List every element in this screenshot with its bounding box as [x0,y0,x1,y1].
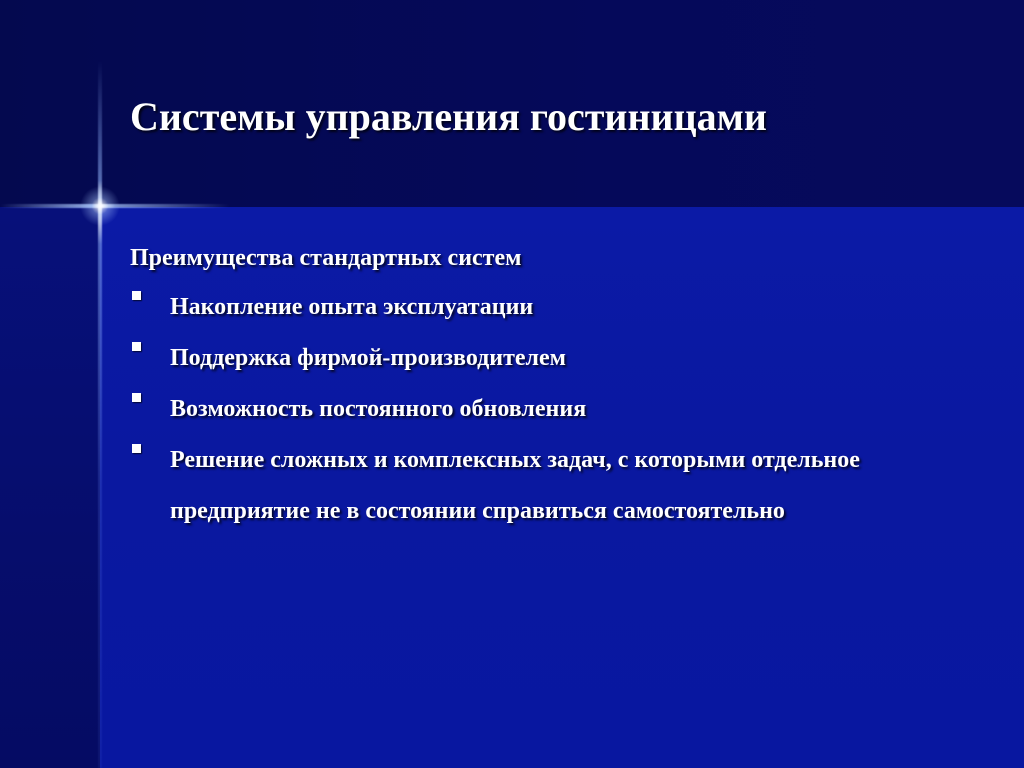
bullet-text: Решение сложных и комплексных задач, с которыми отдельное предприятие не в состоянии справиться самостоятельно [170,447,860,524]
star-flare-vertical [98,60,102,768]
bullet-list [130,293,990,548]
slide-title: Системы управления гостиницами [130,94,767,139]
bullet-text: Накопление опыта эксплуатации [170,294,534,320]
star-flare-glow [80,186,120,226]
square-bullet-icon [132,444,141,453]
bullet-text: Поддержка фирмой-производителем [170,345,567,371]
square-bullet-icon [132,342,141,351]
background-left-band [0,207,100,768]
square-bullet-icon [132,291,141,300]
bullet-item [130,435,990,548]
square-bullet-icon [132,393,141,402]
bullet-text: Возможность постоянного обновления [170,396,587,422]
slide-subtitle: Преимущества стандартных систем [130,245,522,271]
